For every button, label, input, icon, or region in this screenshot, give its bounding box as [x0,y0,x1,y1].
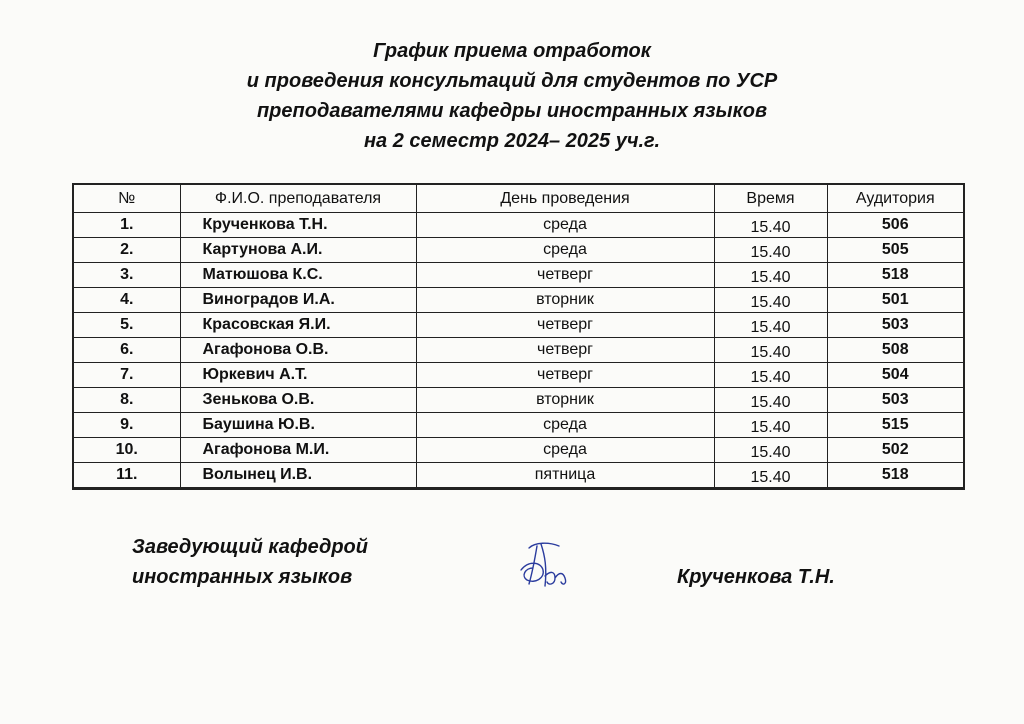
row-number: 10. [73,438,180,463]
room: 503 [827,388,964,413]
teacher-name: Зенькова О.В. [180,388,416,413]
head-name: Крученкова Т.Н. [677,566,835,588]
document-title [0,36,1024,156]
time: 15.40 [714,238,827,263]
day: среда [416,213,714,238]
time: 15.40 [714,263,827,288]
header-day: День проведения [416,184,714,213]
table-header-row [73,184,964,213]
row-number: 8. [73,388,180,413]
room: 508 [827,338,964,363]
room: 515 [827,413,964,438]
teacher-name: Матюшова К.С. [180,263,416,288]
teacher-name: Красовская Я.И. [180,313,416,338]
room: 503 [827,313,964,338]
row-number: 2. [73,238,180,263]
day: среда [416,238,714,263]
table-row [73,288,964,313]
table-row [73,388,964,413]
day: вторник [416,288,714,313]
title-line-1: График приема отработок [373,40,651,62]
table-row [73,263,964,288]
head-position-line-1: Заведующий кафедрой [132,536,368,558]
title-line-3: преподавателями кафедры иностранных языков [256,100,768,122]
room: 506 [827,213,964,238]
row-number: 7. [73,363,180,388]
title-line-2: и проведения консультаций для студентов по УСР [246,70,778,92]
row-number: 9. [73,413,180,438]
head-position-line-2: иностранных языков [132,566,353,588]
table-row [73,438,964,463]
time: 15.40 [714,313,827,338]
signature-image [515,540,575,592]
teacher-name: Юркевич А.Т. [180,363,416,388]
day: вторник [416,388,714,413]
teacher-name: Агафонова М.И. [180,438,416,463]
title-line-4: на 2 семестр 2024– 2025 уч.г. [363,130,661,152]
time: 15.40 [714,288,827,313]
room: 518 [827,263,964,288]
room: 505 [827,238,964,263]
time: 15.40 [714,413,827,438]
day: четверг [416,363,714,388]
table-row [73,463,964,489]
day: четверг [416,263,714,288]
header-time: Время [714,184,827,213]
day: среда [416,438,714,463]
table-row [73,413,964,438]
table-row [73,338,964,363]
row-number: 3. [73,263,180,288]
teacher-name: Картунова А.И. [180,238,416,263]
teacher-name: Баушина Ю.В. [180,413,416,438]
room: 502 [827,438,964,463]
schedule-table [72,183,965,490]
header-number: № [73,184,180,213]
day: четверг [416,338,714,363]
time: 15.40 [714,388,827,413]
table-row [73,238,964,263]
room: 501 [827,288,964,313]
row-number: 6. [73,338,180,363]
row-number: 4. [73,288,180,313]
room: 504 [827,363,964,388]
day: среда [416,413,714,438]
row-number: 11. [73,463,180,489]
teacher-name: Виноградов И.А. [180,288,416,313]
time: 15.40 [714,463,827,489]
day: пятница [416,463,714,489]
head-position [132,532,368,592]
day: четверг [416,313,714,338]
teacher-name: Волынец И.В. [180,463,416,489]
header-teacher-name: Ф.И.О. преподавателя [180,184,416,213]
row-number: 5. [73,313,180,338]
row-number: 1. [73,213,180,238]
teacher-name: Агафонова О.В. [180,338,416,363]
time: 15.40 [714,438,827,463]
room: 518 [827,463,964,489]
header-room: Аудитория [827,184,964,213]
table-row [73,313,964,338]
time: 15.40 [714,363,827,388]
table-row [73,363,964,388]
table-row [73,213,964,238]
teacher-name: Крученкова Т.Н. [180,213,416,238]
time: 15.40 [714,338,827,363]
time: 15.40 [714,213,827,238]
